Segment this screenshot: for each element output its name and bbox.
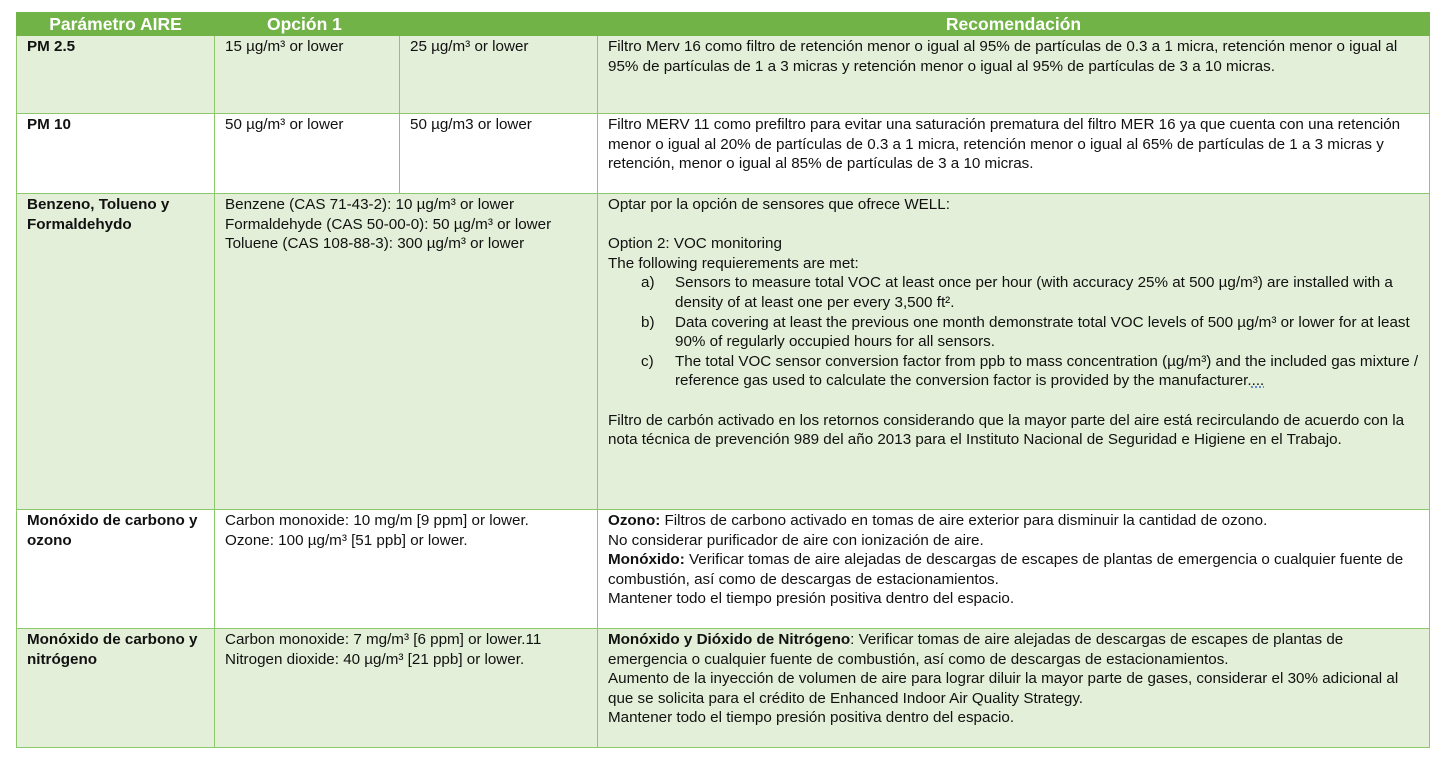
rec-label-no2: Monóxido y Dióxido de Nitrógeno (608, 631, 851, 648)
option-line: Carbon monoxide: 7 mg/m³ [6 ppm] or lower.11 (225, 631, 542, 648)
header-parametro: Parámetro AIRE (17, 13, 215, 36)
table-row-pm10 (17, 114, 1430, 194)
rec-line: Mantener todo el tiempo presión positiva dentro del espacio. (608, 709, 1015, 727)
option-1-cell: 15 µg/m³ or lower (215, 36, 400, 114)
option-line: Carbon monoxide: 10 mg/m [9 ppm] or lower. (225, 512, 529, 529)
rec-requirements: The following requierements are met: (608, 254, 859, 272)
header-recomendacion: Recomendación (598, 13, 1430, 36)
option-line: Formaldehyde (CAS 50-00-0): 50 µg/m³ or lower (225, 215, 552, 233)
table-row-benzeno (17, 194, 1430, 510)
option-line: Nitrogen dioxide: 40 µg/m³ [21 ppb] or lower. (225, 650, 525, 668)
list-text: Data covering at least the previous one month demonstrate total VOC levels of 500 µg/m³ or lower for at least 90% of regularly occupied hours for all sensors. (675, 313, 1410, 351)
rec-outro: Filtro de carbón activado en los retornos considerando que la mayor parte del aire está recirculando de acuerdo con la nota técnica de prevención 989 del año 2013 para el Instituto Nacional de Seguridad e Higiene en el Trabajo. (608, 411, 1405, 449)
option-line: Ozone: 100 µg/m³ [51 ppb] or lower. (225, 531, 468, 549)
param-cell: PM 10 (17, 114, 215, 194)
list-item (608, 313, 1419, 352)
air-parameters-table (16, 12, 1430, 748)
param-cell: Benzeno, Tolueno y Formaldehydo (17, 194, 215, 510)
recommendation-cell (598, 629, 1430, 748)
list-marker: c) (641, 352, 654, 370)
rec-text-monoxido: Verificar tomas de aire alejadas de descargas de escapes de plantas de emergencia o cualquier fuente de combustión, así como de descargas de estacionamientos. (608, 551, 1404, 588)
recommendation-cell: Filtro MERV 11 como prefiltro para evitar una saturación prematura del filtro MER 16 ya que cuenta con una retención menor o igual al 20% de partículas de 0.3 a 1 micra, retención menor o igual al 65% de partículas de 1 a 3 micras y retención, menor o igual al 85% de partículas de 3 a 10 micras. (598, 114, 1430, 194)
option-line: Benzene (CAS 71-43-2): 10 µg/m³ or lower (225, 196, 515, 213)
param-cell: Monóxido de carbono y ozono (17, 510, 215, 629)
recommendation-cell: Filtro Merv 16 como filtro de retención menor o igual al 95% de partículas de 0.3 a 1 micra, retención menor o igual al 95% de partículas de 1 a 3 micras y retención menor o igual al 95% de partículas de 3 a 10 micras. (598, 36, 1430, 114)
list-text: The total VOC sensor conversion factor from ppb to mass concentration (µg/m³) and the included gas mixture / reference gas used to calculate the conversion factor is provided by the manufacturer. (675, 352, 1419, 390)
rec-line: No considerar purificador de aire con ionización de aire. (608, 531, 984, 549)
header-opcion-1: Opción 1 (215, 13, 598, 36)
rec-label-monoxido: Monóxido: (608, 551, 685, 569)
list-text: Sensors to measure total VOC at least once per hour (with accuracy 25% at 500 µg/m³) are installed with a density of at least one per every 3,500 ft². (675, 274, 1393, 311)
table-row-co-ozono (17, 510, 1430, 629)
table-row-pm25 (17, 36, 1430, 114)
rec-label-ozono: Ozono: (608, 512, 661, 529)
table-row-co-nitrogeno (17, 629, 1430, 748)
rec-option: Option 2: VOC monitoring (608, 235, 782, 253)
option-2-cell: 25 µg/m³ or lower (400, 36, 598, 114)
list-item (608, 352, 1419, 391)
rec-line: Mantener todo el tiempo presión positiva dentro del espacio. (608, 590, 1015, 608)
param-cell: Monóxido de carbono y nitrógeno (17, 629, 215, 748)
table-header-row (17, 13, 1430, 36)
option-2-cell: 50 µg/m3 or lower (400, 114, 598, 194)
requirements-list (608, 273, 1419, 391)
option-1-cell: 50 µg/m³ or lower (215, 114, 400, 194)
option-cell (215, 510, 598, 629)
rec-text-ozono: Filtros de carbono activado en tomas de aire exterior para disminuir la cantidad de ozono. (660, 512, 1268, 529)
list-marker: a) (641, 274, 655, 292)
option-cell (215, 629, 598, 748)
option-cell (215, 194, 598, 510)
recommendation-cell (598, 194, 1430, 510)
param-cell: PM 2.5 (17, 36, 215, 114)
rec-intro: Optar por la opción de sensores que ofrece WELL: (608, 196, 950, 213)
ellipsis-marker: ... (1251, 372, 1265, 390)
rec-line: Aumento de la inyección de volumen de aire para lograr diluir la mayor parte de gases, considerar el 30% adicional al que se solicita para el crédito de Enhanced Indoor Air Quality Strategy. (608, 670, 1399, 707)
option-line: Toluene (CAS 108-88-3): 300 µg/m³ or lower (225, 235, 525, 253)
recommendation-cell (598, 510, 1430, 629)
rec-text-no2: : Verificar tomas de aire alejadas de descargas de escapes de plantas de emergencia o cualquier fuente de combustión, así como de descargas de estacionamientos. (608, 631, 1344, 668)
list-item (608, 273, 1419, 312)
list-marker: b) (641, 313, 655, 331)
